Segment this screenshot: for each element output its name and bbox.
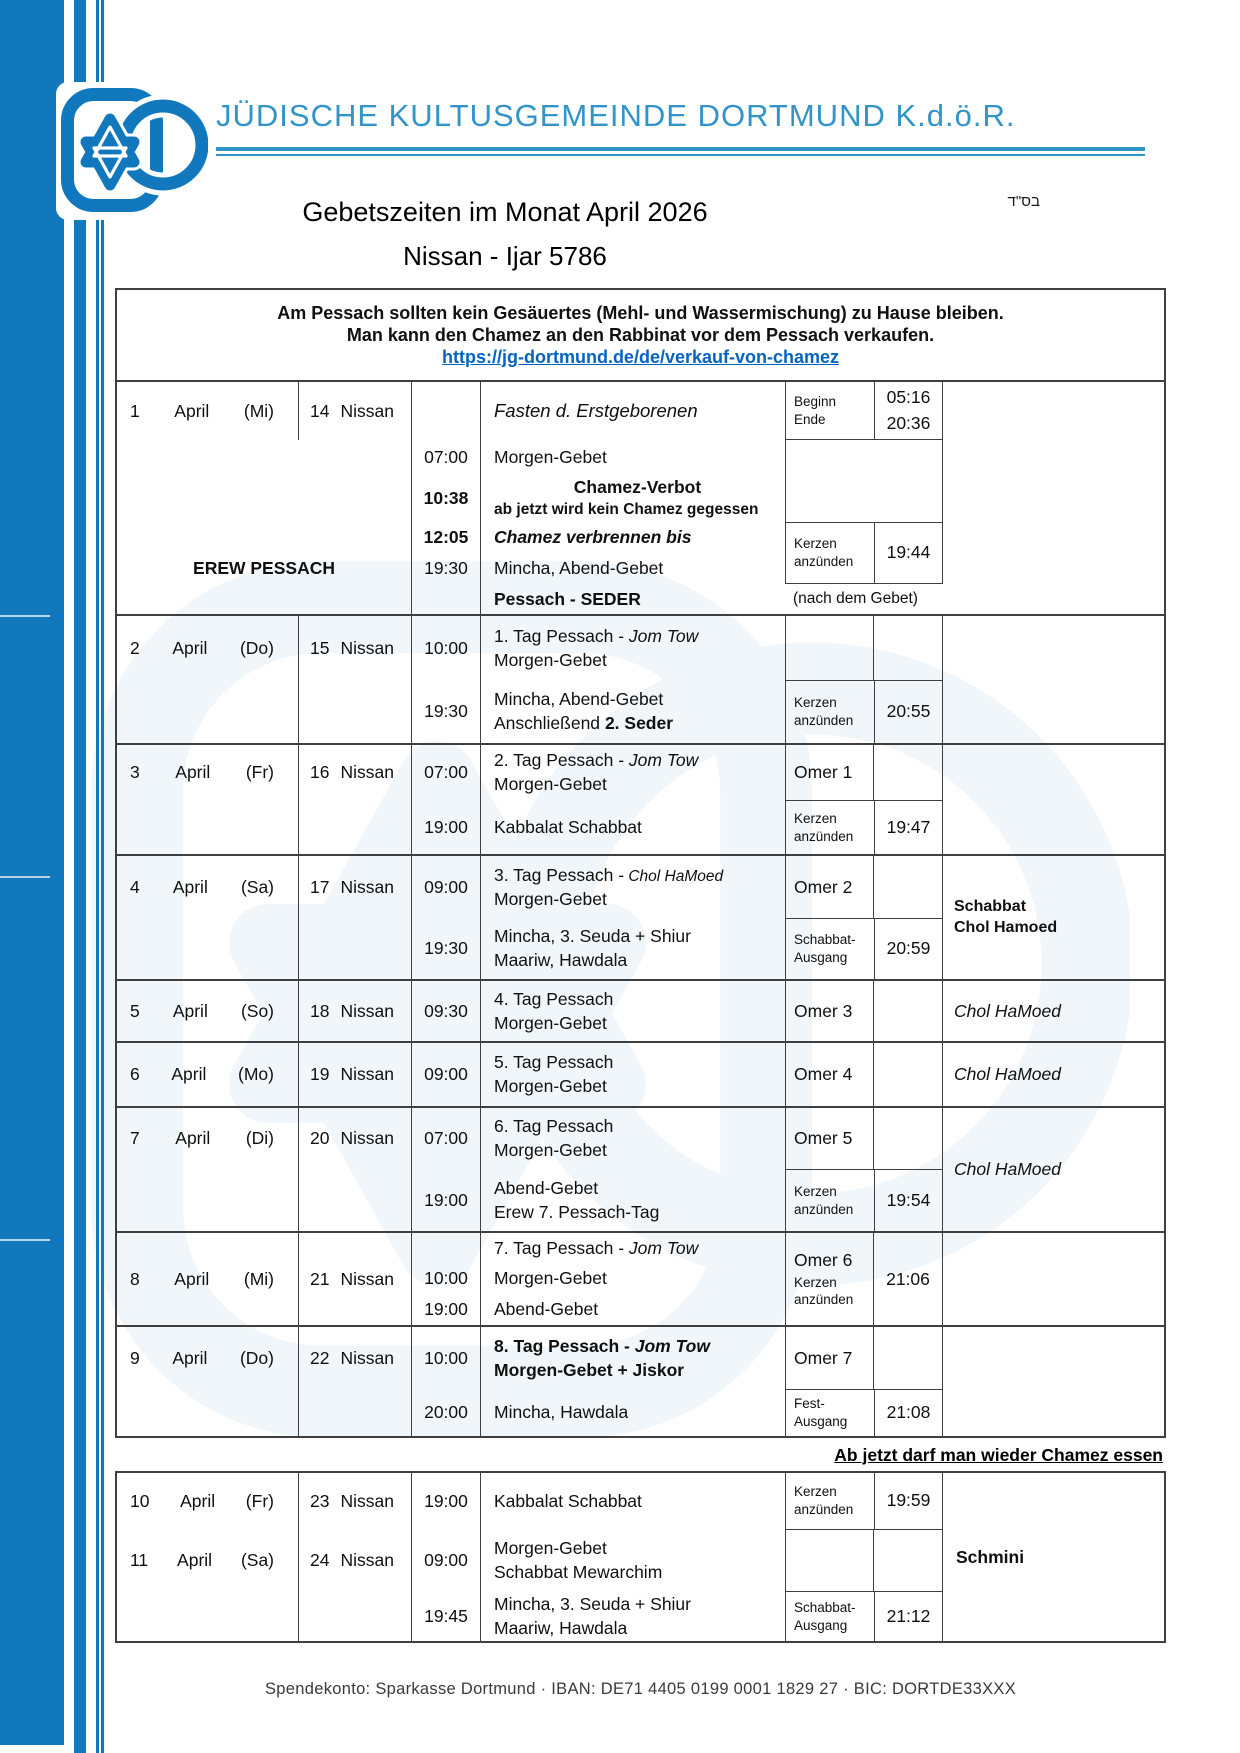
date-cell [117,1233,298,1325]
event-line: 8. Tag Pessach - Jom Tow [494,1335,710,1356]
time-cell: 07:00 [411,1108,480,1169]
empty-cell [117,1389,298,1436]
hebrew-date-cell [298,1327,411,1389]
event-cell: Abend-Gebet [480,1294,785,1325]
date-cell [117,616,298,680]
candle-lighting-cell [785,522,942,584]
empty-cell [873,856,942,918]
time-cell: 10:00 [411,1327,480,1389]
left-accent-stripe [96,0,99,1753]
omer-count: Omer 2 [785,856,873,918]
hebrew-day: 19 [310,1064,330,1085]
weekday-label: (Sa) [240,876,274,897]
empty-cell [117,918,298,979]
month-label: April [174,1268,210,1289]
date-cell [117,1327,298,1389]
empty-cell [873,745,942,800]
omer-count: Omer 7 [785,1327,873,1389]
hebrew-day: 15 [310,637,330,658]
candle-lighting-time: 21:06 [873,1233,942,1325]
hebrew-month: Nissan [340,1064,394,1085]
event-line: Mincha, Abend-Gebet [494,689,664,710]
weekday-label: (Mi) [243,400,274,421]
holiday-note: Chol HaMoed [942,1043,1164,1106]
month-label: April [171,1064,207,1085]
event-cell: Mincha, Abend-Gebet [480,552,785,584]
day-row [117,1473,1164,1641]
hebrew-day: 18 [310,1000,330,1021]
hebrew-date-cell [298,1473,411,1530]
hebrew-month: Nissan [340,637,394,658]
hebrew-day: 24 [310,1550,330,1571]
event-cell [480,680,785,743]
seder-label: Pessach - SEDER [480,584,785,614]
event-line: 2. Tag Pessach - Jom Tow [494,750,699,771]
hebrew-date-cell [298,1108,411,1169]
date-cell [117,1108,298,1169]
day-row [117,979,1164,1041]
event-cell [480,1591,785,1641]
candle-lighting-time: 20:55 [886,701,931,722]
fast-end-time: 20:36 [886,412,931,433]
month-label: April [172,876,208,897]
fast-times-labels [786,382,875,439]
time-cell: 09:00 [411,1530,480,1591]
org-name: JÜDISCHE KULTUSGEMEINDE DORTMUND K.d.ö.R. [216,98,1016,133]
empty-cell [117,1591,298,1641]
day-row [117,1106,1164,1231]
shabbat-end-cell [785,1591,942,1641]
time-cell: 07:00 [411,440,480,474]
day-row [117,1041,1164,1106]
empty-cell [873,981,942,1041]
event-line: Abend-Gebet [494,1177,599,1198]
day-number: 4 [130,876,140,897]
event-cell [480,1043,785,1106]
empty-cell [117,680,298,743]
date-cell [117,745,298,800]
empty-cell [873,1108,942,1169]
shabbat-end-time: 21:12 [886,1605,931,1626]
time-cell: 09:30 [411,981,480,1041]
empty-cell [298,1169,411,1231]
time-cell: 10:38 [411,474,480,522]
time-cell: 19:00 [411,1473,480,1530]
event-cell: Fasten d. Erstgeborenen [480,382,785,440]
hebrew-day: 20 [310,1128,330,1149]
time-cell: 09:00 [411,856,480,918]
month-label: April [172,1347,208,1368]
notice-line: Am Pessach sollten kein Gesäuertes (Mehl- und Wassermischung) zu Hause bleiben. [277,302,1004,323]
day-row [117,1231,1164,1325]
candle-lighting-cell [785,1473,942,1530]
event-line: Morgen-Gebet + Jiskor [494,1359,685,1380]
date-cell [117,1530,298,1591]
empty-cell [942,1327,1164,1436]
hebrew-month: Nissan [340,1550,394,1571]
empty-cell [785,440,942,522]
prayer-times-table-2 [115,1471,1166,1643]
date-cell [117,856,298,918]
event-cell: Kabbalat Schabbat [480,1473,785,1530]
day-number: 2 [130,637,140,658]
hebrew-month: Nissan [340,876,394,897]
time-cell: 10:00 [411,616,480,680]
time-cell: 19:30 [411,680,480,743]
day-row [117,1325,1164,1436]
holiday-end-label: Fest-Ausgang [786,1390,875,1436]
event-cell [480,981,785,1041]
date-cell [117,1473,298,1530]
event-line: Mincha, 3. Seuda + Shiur [494,1593,691,1614]
omer-count: Omer 3 [785,981,873,1041]
event-line: Chamez-Verbot [573,477,702,498]
empty-cell [785,616,873,680]
candle-lighting-cell [785,1169,942,1231]
beginn-label: Beginn [794,393,837,409]
month-label: April [175,762,211,783]
event-line: Morgen-Gebet [494,1538,607,1559]
event-line: Morgen-Gebet [494,888,607,909]
event-line: Mincha, 3. Seuda + Shiur [494,926,691,947]
month-label: April [172,637,208,658]
holiday-note: Schmini [942,1473,1164,1641]
time-cell: 20:00 [411,1389,480,1436]
omer-count: Omer 5 [785,1108,873,1169]
fold-mark [0,615,50,617]
event-line: Morgen-Gebet [494,1012,607,1033]
omer-and-candle-cell [785,1233,873,1325]
header-rule [216,154,1145,156]
omer-count: Omer 1 [785,745,873,800]
empty-cell [411,382,480,440]
notice-line: Man kann den Chamez an den Rabbinat vor dem Pessach verkaufen. [346,324,935,345]
time-cell: 19:30 [411,552,480,584]
weekday-label: (Do) [239,637,274,658]
candle-lighting-time: 19:47 [886,816,931,837]
weekday-label: (So) [240,1000,274,1021]
header-rule [216,147,1145,151]
shabbat-end-label: Schabbat-Ausgang [786,1592,875,1641]
weekday-label: (Do) [239,1347,274,1368]
candle-lighting-label: Kerzen anzünden [786,801,875,854]
day-number: 5 [130,1000,140,1021]
hebrew-date-cell [298,616,411,680]
event-line: 1. Tag Pessach - Jom Tow [494,625,699,646]
event-cell [480,1233,785,1263]
weekday-label: (Di) [245,1128,274,1149]
day-number: 1 [130,400,140,421]
hebrew-day: 14 [310,400,330,421]
empty-cell [785,1530,873,1591]
day-row [117,614,1164,743]
weekday-label: (Mi) [243,1268,274,1289]
day-number: 9 [130,1347,140,1368]
candle-lighting-cell [785,680,942,743]
hebrew-date-cell [298,382,411,440]
event-line: Maariw, Hawdala [494,950,628,970]
omer-count: Omer 6 [794,1250,853,1271]
shabbat-end-cell [785,918,942,979]
time-cell: 07:00 [411,745,480,800]
hebrew-date-cell [298,745,411,800]
chamez-allowed-note: Ab jetzt darf man wieder Chamez essen [834,1444,1163,1465]
event-cell [480,1108,785,1169]
date-cell [117,981,298,1041]
month-label: April [174,400,210,421]
candle-lighting-time: 19:59 [886,1490,931,1511]
day-number: 3 [130,762,140,783]
event-cell [480,1169,785,1231]
date-cell [117,1043,298,1106]
event-cell [480,1327,785,1389]
holiday-note: Schabbat Chol Hamoed [942,856,1164,979]
weekday-label: (Sa) [240,1550,274,1571]
event-line: Morgen-Gebet [494,1140,607,1160]
weekday-label: (Fr) [245,762,274,783]
weekday-label: (Fr) [245,1491,274,1512]
holiday-end-time: 21:08 [886,1402,931,1423]
day-row [117,382,1164,614]
left-accent-stripe [101,0,104,1753]
after-prayer-note: (nach dem Gebet) [793,589,918,607]
hebrew-month: Nissan [340,400,394,421]
hebrew-month: Nissan [340,1000,394,1021]
hebrew-day: 16 [310,762,330,783]
left-accent-stripe [74,0,86,1753]
empty-cell [117,584,411,614]
time-cell: 12:05 [411,522,480,552]
event-line: Maariw, Hawdala [494,1617,628,1638]
event-line: Schabbat Mewarchim [494,1562,663,1582]
time-cell: 19:30 [411,918,480,979]
candle-lighting-label: Kerzen anzünden [794,1274,854,1308]
time-cell: 19:00 [411,800,480,854]
hebrew-month: Nissan [340,1347,394,1368]
day-row [117,854,1164,979]
time-cell: 19:45 [411,1591,480,1641]
event-cell [480,616,785,680]
time-cell: 19:00 [411,1294,480,1325]
event-cell: Chamez verbrennen bis [480,522,785,552]
day-number: 10 [130,1491,150,1512]
hebrew-date-cell [298,981,411,1041]
hebrew-date-cell [298,1233,411,1325]
empty-cell [873,616,942,680]
time-cell: 10:00 [411,1263,480,1294]
erew-pessach-label: EREW PESSACH [193,557,335,578]
event-line: ab jetzt wird kein Chamez gegessen [494,500,759,518]
candle-lighting-label: Kerzen anzünden [786,681,875,743]
day-row [117,743,1164,854]
empty-cell [942,1233,1164,1325]
holiday-end-cell [785,1389,942,1436]
day-number: 6 [130,1064,140,1085]
shabbat-end-label: Schabbat-Ausgang [786,919,875,979]
empty-cell [298,800,411,854]
empty-cell [117,1169,298,1231]
hebrew-month: Nissan [340,762,394,783]
event-line: Morgen-Gebet [494,649,607,670]
empty-cell [873,1043,942,1106]
candle-lighting-label: Kerzen anzünden [786,1170,875,1231]
empty-cell [411,1233,480,1263]
event-cell: Morgen-Gebet [480,1263,785,1294]
time-cell: 09:00 [411,1043,480,1106]
event-line: 7. Tag Pessach - Jom Tow [494,1237,699,1258]
page-subtitle: Nissan - Ijar 5786 [403,241,607,271]
day-number: 11 [130,1550,149,1571]
empty-cell [942,616,1164,743]
hebrew-month: Nissan [340,1268,394,1289]
event-cell [480,918,785,979]
empty-cell [117,800,298,854]
weekday-label: (Mo) [238,1064,274,1085]
event-line: 5. Tag Pessach [494,1052,614,1073]
fast-times-cell [785,382,942,440]
month-label: April [177,1550,213,1571]
month-label: April [175,1128,211,1149]
empty-cell [298,1389,411,1436]
hebrew-day: 17 [310,876,330,897]
time-cell: 19:00 [411,1169,480,1231]
event-line: 4. Tag Pessach [494,988,614,1009]
empty-cell [873,1327,942,1389]
ende-label: Ende [794,411,826,427]
candle-lighting-cell [785,800,942,854]
hebrew-date-cell [298,1043,411,1106]
candle-lighting-label: Kerzen anzünden [786,1473,875,1529]
event-line: 3. Tag Pessach - Chol HaMoed [494,864,724,885]
hebrew-day: 21 [310,1268,330,1289]
fast-begin-time: 05:16 [886,387,931,408]
candle-lighting-time: 19:44 [886,542,931,563]
empty-cell [298,680,411,743]
empty-cell [298,1591,411,1641]
chamez-sale-link[interactable]: https://jg-dortmund.de/de/verkauf-von-chamez [441,346,840,367]
empty-cell [873,1530,942,1591]
hebrew-day: 22 [310,1347,330,1368]
day-number: 7 [130,1128,140,1149]
hebrew-month: Nissan [340,1128,394,1149]
empty-cell [298,918,411,979]
event-line: Morgen-Gebet [494,774,607,794]
fold-mark [0,876,50,878]
hebrew-date-cell [298,1530,411,1591]
fast-times-values [875,382,942,439]
event-cell: Kabbalat Schabbat [480,800,785,854]
hebrew-day: 23 [310,1491,330,1512]
holiday-note: Chol HaMoed [942,1108,1164,1231]
empty-cell [942,745,1164,854]
day-number: 8 [130,1268,140,1289]
event-line: Erew 7. Pessach-Tag [494,1201,660,1222]
event-cell: Morgen-Gebet [480,440,785,474]
event-cell: Mincha, Hawdala [480,1389,785,1436]
omer-count: Omer 4 [785,1043,873,1106]
date-cell [117,382,298,440]
hebrew-month: Nissan [340,1491,394,1512]
empty-cell [942,382,1164,584]
shabbat-end-time: 20:59 [886,938,931,959]
hebrew-besd-mark: בס"ד [1007,193,1040,210]
donation-account-info: Spendekonto: Sparkasse Dortmund · IBAN: DE71 4405 0199 0001 1829 27 · BIC: DORTDE33XXX [265,1680,1016,1698]
pessach-notice-box [115,288,1166,380]
prayer-times-table [115,380,1166,1438]
event-cell [480,856,785,918]
page-title: Gebetszeiten im Monat April 2026 [302,197,708,227]
event-line: Anschließend 2. Seder [494,713,674,733]
empty-cell [117,440,411,552]
empty-cell [411,584,480,614]
fold-mark [0,1239,50,1241]
event-line: 6. Tag Pessach [494,1116,614,1137]
holiday-note: Chol HaMoed [942,981,1164,1041]
month-label: April [172,1000,208,1021]
hebrew-date-cell [298,856,411,918]
event-cell [480,474,785,522]
month-label: April [180,1491,216,1512]
candle-lighting-time: 19:54 [886,1189,931,1210]
candle-lighting-label: Kerzen anzünden [786,523,875,583]
event-cell [480,1530,785,1591]
event-line: Morgen-Gebet [494,1076,607,1096]
event-cell [480,745,785,800]
left-accent-bar [0,0,64,1745]
